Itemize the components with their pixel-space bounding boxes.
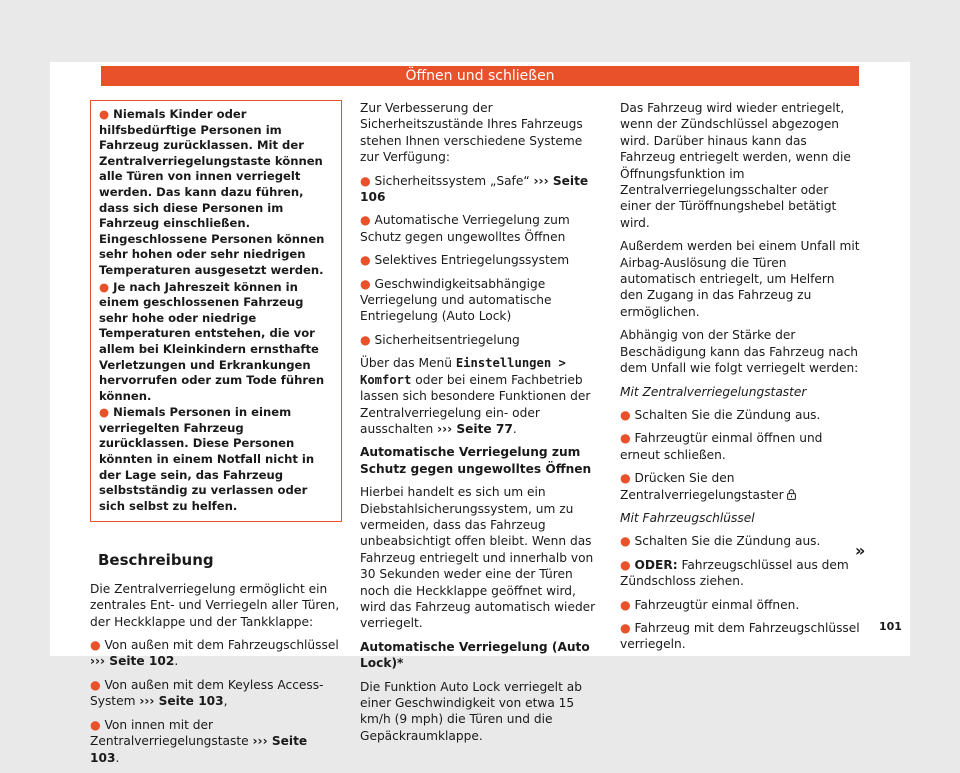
list-item: ● Geschwindigkeitsabhängige Verriegelung und automatische Entriegelung (Auto Lock) [360,276,552,324]
list-item: ● Sicherheitssystem „Safe“ ››› Seite 106 [360,173,589,205]
paragraph: Hierbei handelt es sich um ein Diebstahlsicherungssystem, um zu vermeiden, dass das Fahrzeug unbeabsichtigt offen bleibt. Wenn das Fahrzeug entriegelt und innerhalb von 30 Sekunden weder eine der Türen noch die Heckklappe geöffnet wird, wird das Fahrzeug automatisch wieder verriegelt. [360,485,596,631]
page-number: 101 [879,620,902,633]
list-item: ● Schalten Sie die Zündung aus. [620,534,821,549]
bullet-icon: ● [99,107,114,121]
subsection-title: Automatische Verriegelung (Auto Lock)* [360,639,590,671]
list-item: ● Schalten Sie die Zündung aus. [620,407,821,422]
bullet-icon: ● [620,471,635,486]
list-item: ● Von außen mit dem Fahrzeugschlüssel ››› Seite 102. [90,638,339,669]
page-link[interactable]: ››› Seite 103 [90,734,308,765]
paragraph: Das Fahrzeug wird wieder entriegelt, wenn der Zündschlüssel abgezogen wird. Darüber hinaus kann das Fahrzeug entriegelt werden, wenn die Öffnungsfunktion im Zentralverriegelungsschalter oder einer der Türöffnungshebel betätigt wird. [620,101,851,230]
list-item: ● Von außen mit dem Keyless Access-System ››› Seite 103, [90,677,324,709]
paragraph: Außerdem werden bei einem Unfall mit Airbag-Auslösung die Türen automatisch entriegelt, um Helfern den Zugang in das Fahrzeug zu ermöglichen. [620,239,860,319]
subsection-title: Automatische Verriegelung zum Schutz gegen ungewolltes Öffnen [360,445,592,476]
bullet-icon: ● [620,597,635,612]
bullet-icon: ● [620,620,635,635]
subsection-title: Mit Fahrzeugschlüssel [620,510,755,525]
paragraph: Die Funktion Auto Lock verriegelt ab einer Geschwindigkeit von etwa 15 km/h (9 mph) die Türen und die Gepäckraumklappe. [360,679,582,743]
page-link[interactable]: ››› Seite 103 [139,694,224,709]
list-item: ● Drücken Sie den Zentralverriegelungstaster [620,470,860,503]
bullet-icon: ● [90,717,105,732]
bullet-icon: ● [360,213,375,228]
bullet-icon: ● [99,405,114,420]
column-1 [90,100,340,773]
list-item: ● Fahrzeugtür einmal öffnen. [620,597,800,612]
bullet-icon: ● [90,677,105,692]
paragraph: Abhängig von der Stärke der Beschädigung kann das Fahrzeug nach dem Unfall wie folgt verriegelt werden: [620,328,859,376]
menu-path: Einstellungen > Komfort [360,356,566,387]
column-3 [620,100,860,660]
page-link[interactable]: ››› Seite 106 [360,173,589,205]
menu-text: Über das Menü Einstellungen > Komfort oder bei einem Fachbetrieb lassen sich besondere Funktionen der Zentralverriegelung ein- oder ausschalten ››› Seite 77. [360,356,591,436]
list-item: ● Von innen mit der Zentralverriegelungstaste ››› Seite 103. [90,717,308,765]
bullet-icon: ● [360,253,375,268]
subsection-title: Mit Zentralverriegelungstaster [620,384,807,399]
bullet-icon: ● [360,276,375,291]
bullet-icon: ● [620,557,635,572]
bullet-icon: ● [99,279,114,294]
list-item: ● Fahrzeug mit dem Fahrzeugschlüssel verriegeln. [620,620,860,652]
lock-icon [787,489,796,500]
bullet-icon: ● [90,638,105,653]
warning-item: ● Je nach Jahreszeit können in einem geschlossenen Fahrzeug sehr hohe oder niedrige Temperaturen entstehen, die vor allem bei Kleinkindern ernsthafte Verletzungen und Erkrankungen hervorrufen oder zum Tode führen können. [99,279,325,403]
warning-box [90,100,342,522]
bullet-icon: ● [620,534,635,549]
column-2 [360,100,602,751]
list-item: ● ODER: Fahrzeugschlüssel aus dem Zündschloss ziehen. [620,557,849,589]
section-title: Beschreibung [98,551,214,570]
warning-item: ● Niemals Personen in einem verriegelten Fahrzeug zurücklassen. Diese Personen könnten in einem Notfall nicht in der Lage sein, das Fahrzeug selbstständig zu verlassen oder sich selbst zu helfen. [99,405,315,513]
oder-label: ODER: [634,557,678,572]
list-item: ● Fahrzeugtür einmal öffnen und erneut schließen. [620,431,823,462]
continue-arrow-icon: » [855,541,866,560]
list-item: ● Sicherheitsentriegelung [360,332,520,347]
page-link[interactable]: ››› Seite 77 [437,421,513,436]
warning-item: ● Niemals Kinder oder hilfsbedürftige Personen im Fahrzeug zurücklassen. Mit der Zentralverriegelungstaste können alle Türen von innen verriegelt werden. Das kann dazu führen, dass sich diese Personen im Fahrzeug einschließen. Eingeschlossene Personen können sehr hohen oder sehr niedrigen Temperaturen ausgesetzt werden. [99,107,325,277]
list-item: ● Selektives Entriegelungssystem [360,253,570,268]
page-header: Öffnen und schließen [101,66,859,86]
intro-text: Die Zentralverriegelung ermöglicht ein zentrales Ent- und Verriegeln aller Türen, der Heckklappe und der Tankklappe: [90,581,340,629]
bullet-icon: ● [620,407,635,422]
list-item: ● Automatische Verriegelung zum Schutz gegen ungewolltes Öffnen [360,213,570,244]
bullet-icon: ● [620,431,635,446]
bullet-icon: ● [360,173,375,188]
intro-text: Zur Verbesserung der Sicherheitszustände Ihres Fahrzeugs stehen Ihnen verschiedene Systeme zur Verfügung: [360,101,583,165]
bullet-icon: ● [360,332,375,347]
page-link[interactable]: ››› Seite 102 [90,654,175,669]
